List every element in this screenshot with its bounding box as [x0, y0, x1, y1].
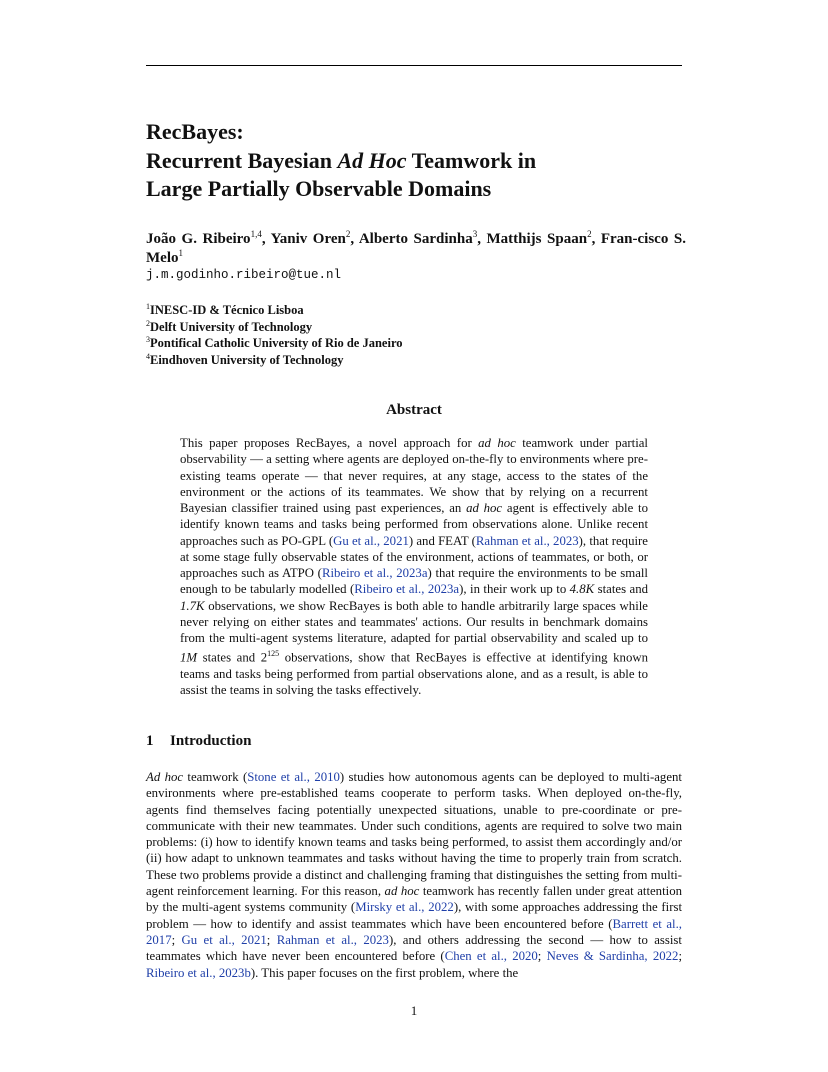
title-line-1: RecBayes: [146, 119, 244, 144]
author: Alberto Sardinha$^3$ [358, 229, 478, 247]
citation-link[interactable]: Ribeiro et al., 2023b [146, 965, 251, 980]
top-rule [146, 65, 682, 66]
introduction-text: Ad hoc teamwork (Stone et al., 2010) studies how autonomous agents can be deployed to multi-agent environments where pre-established teams cooperate to perform tasks. When deployed on-the-fly, agents find themselves facing potentially unexpected situations, unable to pre-coordinate or pre-communicate with their new teammates. Under such conditions, agents are required to solve two main problems: (i) how to identify known teams and tasks being performed, to assist them accordingly and/or (ii) how adapt to unknown teammates and tasks without having the time to properly train from scratch. These two problems provide a distinct and challenging framing that distinguishes the setting from multi-agent reinforcement learning. For this reason, ad hoc teamwork has recently fallen under great attention by the multi-agent systems community (Mirsky et al., 2022), with some approaches addressing the first problem — how to identify and assist teammates which have been encountered before (Barrett et al., 2017; Gu et al., 2021; Rahman et al., 2023), and others addressing the second — how to assist teammates which have never been encountered before (Chen et al., 2020; Neves & Sardinha, 2022; Ribeiro et al., 2023b). This paper focuses on the first problem, where the [146, 770, 682, 980]
author-list: João G. Ribeiro$^{1,4}$, Yaniv Oren$^2$, Alberto Sardinha$^3$, Matthijs Spaan$^2$, Fran-cisco S. Melo$^1$ [146, 229, 686, 266]
author: Fran-cisco S. Melo$^1$ [146, 231, 686, 266]
abstract-heading: Abstract [386, 402, 442, 418]
citation-link[interactable]: Gu et al., 2021 [181, 932, 267, 947]
citation-link[interactable]: Rahman et al., 2023 [276, 932, 389, 947]
affiliation-list [146, 302, 403, 368]
citation-link[interactable]: Neves & Sardinha, 2022 [546, 949, 679, 964]
citation-link[interactable]: Ribeiro et al., 2023a [321, 566, 428, 580]
author: Yaniv Oren$^2$ [270, 229, 351, 247]
citation-link[interactable]: Mirsky et al., 2022 [355, 900, 454, 915]
section-heading-introduction: 1 Introduction [146, 733, 252, 749]
citation-link[interactable]: Barrett et al., 2017 [146, 916, 682, 947]
author-email: j.m.godinho.ribeiro@tue.nl [146, 268, 342, 282]
author: Matthijs Spaan$^2$ [486, 229, 592, 247]
title-line-3: Large Partially Observable Domains [146, 176, 492, 201]
affiliation: $^4$Eindhoven University of Technology [146, 351, 344, 367]
citation-link[interactable]: Ribeiro et al., 2023a [354, 582, 460, 597]
title-line-2: Recurrent Bayesian Ad Hoc Teamwork in [146, 147, 537, 173]
page-number: 1 [410, 1003, 418, 1018]
citation-link[interactable]: Rahman et al., 2023 [475, 533, 579, 548]
affiliation: $^2$Delft University of Technology [146, 318, 313, 334]
paper-title [146, 118, 706, 204]
citation-link[interactable]: Gu et al., 2021 [333, 533, 409, 548]
citation-link[interactable]: Stone et al., 2010 [247, 770, 340, 784]
abstract-text: This paper proposes RecBayes, a novel approach for ad hoc teamwork under partial observability — a setting where agents are deployed on-the-fly to environments where pre-existing teams operate — that never requires, at any stage, access to the states of the environment or the actions of its teammates. We show that by relying on a recurrent Bayesian classifier trained using past experiences, an ad hoc agent is effectively able to identify known teams and tasks being performed from observations alone. Unlike recent approaches such as PO-GPL (Gu et al., 2021) and FEAT (Rahman et al., 2023), that require at some stage fully observable states of the environment, actions of teammates, or both, or approaches such as ATPO (Ribeiro et al., 2023a) that require the environments to be small enough to be tabularly modelled (Ribeiro et al., 2023a), in their work up to 4.8K states and 1.7K observations, we show RecBayes is both able to handle arbitrarily large spaces while never relying on either states and teammates' actions. Our results in benchmark domains from the multi-agent systems literature, adapted for partial observability and scaled up to 1M states and $2^{125}$ observations, show that RecBayes is effective at identifying known teams and tasks being performed from partial observations alone, and as a result, is able to assist the teams in solving the tasks effectively. [180, 436, 648, 698]
author: João G. Ribeiro$^{1,4}$ [146, 229, 262, 247]
citation-link[interactable]: Chen et al., 2020 [444, 949, 538, 964]
affiliation: $^1$INESC-ID & Técnico Lisboa [146, 302, 304, 317]
affiliation: $^3$Pontifical Catholic University of Rio de Janeiro [146, 335, 403, 350]
